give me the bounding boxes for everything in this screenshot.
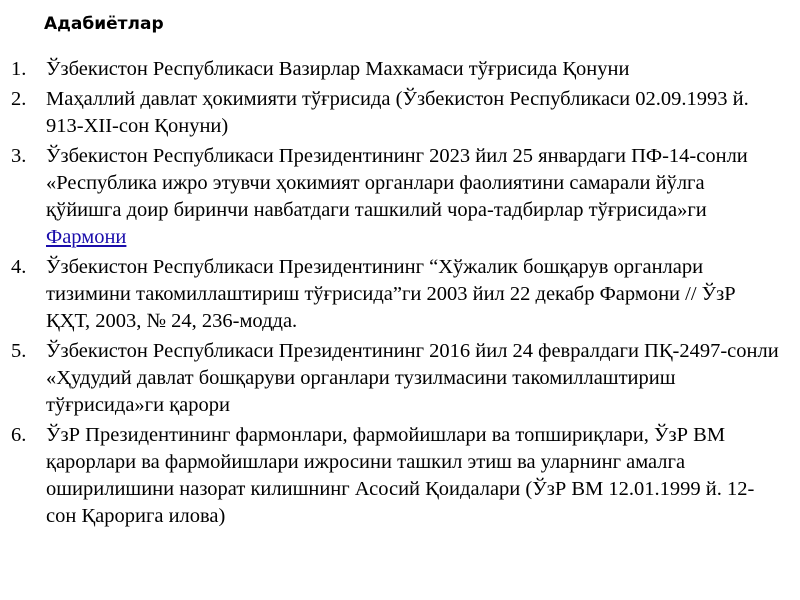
reference-text: ЎзР Президентининг фармонлари, фармойишлари ва топшириқлари, ЎзР ВМ қарорлари ва фармойишлари ижросини ташкил этиш ва уларнинг амалга оширилишини назорат килишнинг Асосий Қоидалари (ЎзР ВМ 12.01.1999 й. 12-сон Қарорига илова): [46, 424, 755, 527]
reference-text: Маҳаллий давлат ҳокимияти тўғрисида (Ўзбекистон Республикаси 02.09.1993 й. 913-XII-сон Қонуни): [46, 88, 749, 137]
reference-item-4: [0, 254, 780, 335]
reference-item-3: [0, 143, 780, 251]
reference-number: 2.: [11, 88, 27, 110]
reference-item-1: [0, 56, 780, 83]
reference-text: Ўзбекистон Республикаси Президентининг “Хўжалик бошқарув органлари тизимини такомиллаштириш тўғрисида”ги 2003 йил 22 декабр Фармони // ЎзР ҚҲТ, 2003, № 24, 236-модда.: [46, 256, 736, 332]
reference-number: 3.: [11, 145, 27, 167]
reference-number: 1.: [11, 58, 27, 80]
page-title: Адабиётлар: [44, 14, 164, 34]
decree-link[interactable]: Фармони: [46, 226, 127, 248]
reference-list: [0, 56, 780, 533]
reference-text: Ўзбекистон Республикаси Президентининг 2023 йил 25 январдаги ПФ-14-сонли «Республика ижро этувчи ҳокимият органлари фаолиятини самарали йўлга қўйишга доир биринчи навбатдаги ташкилий чора-тадбирлар тўғрисида»ги: [46, 145, 748, 221]
reference-text: Ўзбекистон Республикаси Вазирлар Махкамаси тўғрисида Қонуни: [46, 58, 630, 80]
reference-item-5: [0, 338, 780, 419]
reference-number: 6.: [11, 424, 27, 446]
reference-number: 5.: [11, 340, 27, 362]
reference-item-2: [0, 86, 780, 140]
reference-number: 4.: [11, 256, 27, 278]
reference-item-6: [0, 422, 780, 530]
reference-text: Ўзбекистон Республикаси Президентининг 2016 йил 24 февралдаги ПҚ-2497-сонли «Ҳудудий давлат бошқаруви органлари тузилмасини такомиллаштириш тўғрисида»ги қарори: [46, 340, 779, 416]
